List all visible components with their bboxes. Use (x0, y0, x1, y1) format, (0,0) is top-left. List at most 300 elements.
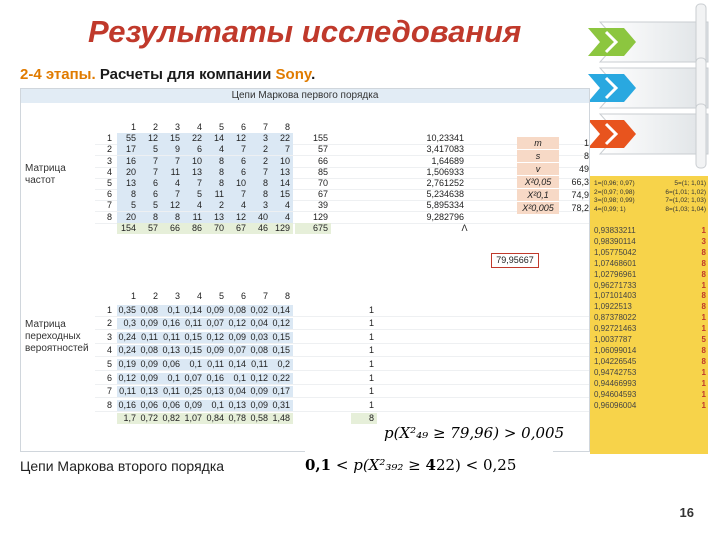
interval-state: 1 (701, 367, 706, 377)
table2-cell: 0,09 (139, 373, 161, 384)
table1-cell: 6 (227, 156, 249, 167)
table2-cell: 0,06 (161, 400, 183, 411)
table1-row-index: 2 (106, 144, 112, 155)
interval-value: 1,05775042 (594, 247, 637, 257)
table1-row-stat: 1,506933 (426, 166, 464, 177)
table2-cell: 0,11 (161, 332, 183, 343)
second-order-caption: Цепи Маркова второго порядка (20, 458, 225, 474)
table1-cell: 8 (161, 212, 183, 223)
table1-cell: 4 (205, 144, 227, 155)
table2-cell: 0,25 (183, 386, 205, 397)
table1-cell: 11 (183, 212, 205, 223)
table2-total: 0,84 (205, 413, 227, 424)
table1-cell: 14 (205, 133, 227, 144)
formula-first-order: p(X²₄₉ ≥ 79,96) > 0,005 (380, 418, 584, 448)
table2-cell: 0,1 (161, 373, 183, 384)
table1-col-header: 8 (284, 122, 290, 132)
table1-col-header: 6 (240, 122, 246, 132)
grid-line (95, 343, 589, 344)
table2-cell: 0,07 (227, 345, 249, 356)
table2-cell: 0,15 (271, 345, 293, 356)
table2-cell: 0,09 (249, 386, 271, 397)
interval-row (594, 368, 706, 379)
interval-row (594, 259, 706, 270)
legend-interval: 1=(0,96; 0,97) (594, 180, 635, 187)
interval-value: 0,87378022 (594, 313, 637, 323)
interval-value: 1,0037787 (594, 335, 632, 345)
table1-cell: 7 (249, 167, 271, 178)
table2-grand-total: 8 (351, 413, 377, 424)
grid-line (95, 411, 589, 412)
interval-value: 1,06099014 (594, 345, 637, 355)
table1-row-index: 5 (106, 178, 112, 188)
table1-cell: 5 (139, 144, 161, 155)
table1-total: 57 (139, 223, 161, 234)
table1-cell: 6 (139, 178, 161, 189)
spreadsheet-screenshot (20, 88, 590, 452)
table1-cell: 14 (271, 178, 293, 189)
table1-cell: 7 (161, 156, 183, 167)
table1-row-sum: 66 (317, 155, 328, 166)
interval-state: 1 (701, 226, 706, 235)
table1-cell: 12 (227, 133, 249, 144)
table2-cell: 0,04 (227, 386, 249, 397)
table1-cell: 2 (249, 156, 271, 167)
table1-col-header: 2 (152, 122, 158, 132)
table1-cell: 10 (183, 156, 205, 167)
table1-row-stat: 10,23341 (426, 133, 464, 144)
table1-title: Цепи Маркова первого порядка (21, 89, 589, 103)
table2-cell: 0,1 (205, 400, 227, 411)
table1-cell: 4 (227, 200, 249, 211)
grid-line (95, 384, 589, 385)
table1-total: 66 (161, 223, 183, 234)
table1-cell: 12 (227, 212, 249, 223)
table1-cell: 12 (139, 133, 161, 144)
table1-row-stat: 2,761252 (426, 178, 464, 188)
legend-interval: 5=(1; 1,01) (674, 180, 706, 187)
table2-total: 0,58 (249, 413, 271, 424)
deco-tab-blue (588, 58, 708, 110)
table2-row-index: 5 (106, 359, 112, 369)
interval-value: 0,96271733 (594, 280, 637, 290)
decorative-arrow-tabs (580, 0, 720, 175)
table1-cell: 13 (183, 167, 205, 178)
table2-cell: 0,08 (227, 305, 249, 316)
stat-name: m (517, 137, 559, 149)
stat-name: X²0,005 (517, 202, 559, 214)
grid-line (95, 370, 589, 371)
table2-cell: 0,12 (271, 318, 293, 329)
table1-row-stat: 9,282796 (426, 211, 464, 222)
table1-cell: 22 (183, 133, 205, 144)
table1-total: 86 (183, 223, 205, 234)
table2-cell: 0,09 (205, 345, 227, 356)
table1-cell: 4 (183, 200, 205, 211)
table1-cell: 6 (183, 144, 205, 155)
stat-value: 8 (583, 151, 589, 161)
table1-cell: 6 (139, 189, 161, 200)
interval-state: 8 (701, 345, 706, 355)
table1-row-index: 4 (106, 166, 112, 177)
interval-row (594, 390, 706, 401)
table1-cell: 8 (205, 156, 227, 167)
table1-cell: 13 (205, 212, 227, 223)
table2-col-header: 3 (174, 291, 180, 301)
table2-row-sum: 1 (368, 318, 374, 329)
table2-cell: 0,1 (183, 359, 205, 370)
interval-state: 3 (701, 236, 706, 246)
table1-cell: 13 (117, 178, 139, 189)
interval-row (594, 248, 706, 259)
table2-cell: 0,11 (183, 318, 205, 329)
stat-value: 1 (583, 138, 589, 148)
table2-cell: 0,13 (139, 386, 161, 397)
table2-cell: 0,16 (161, 318, 183, 329)
interval-value: 0,92721463 (594, 324, 637, 334)
table2-total: 0,82 (161, 413, 183, 424)
legend-row (594, 206, 706, 215)
lambda-label: Λ (461, 222, 468, 233)
table2-col-header: 4 (196, 291, 202, 301)
table1-cell: 13 (271, 167, 293, 178)
interval-state: 8 (701, 291, 706, 301)
table2-cell: 0,31 (271, 400, 293, 411)
legend-row (594, 189, 706, 198)
table2-cell: 0,06 (161, 359, 183, 370)
interval-row (594, 313, 706, 324)
stat-value: 74,9 (571, 190, 589, 200)
table2-cell: 0,11 (139, 332, 161, 343)
table2-row-label-line3: вероятностей (25, 343, 89, 354)
interval-value: 1,07468601 (594, 258, 637, 268)
table2-cell: 0,15 (271, 332, 293, 343)
table1-row-label-line2: частот (25, 175, 56, 186)
table2-cell: 0,09 (227, 332, 249, 343)
table1-row-label-line1: Матрица (25, 163, 66, 174)
table2-total: 1,48 (271, 413, 293, 424)
legend-interval: 6=(1,01; 1,02) (665, 188, 706, 196)
slide-subtitle (20, 66, 315, 83)
table1-cell: 7 (271, 144, 293, 155)
interval-value: 0,94604593 (594, 389, 637, 399)
stat-value: 78,2 (571, 203, 589, 213)
table1-col-header: 1 (130, 122, 136, 132)
interval-state: 1 (701, 313, 706, 323)
table1-cell: 5 (139, 200, 161, 211)
table2-cell: 0,13 (161, 345, 183, 356)
table2-cell: 0,1 (161, 305, 183, 316)
table2-row-index: 7 (106, 386, 112, 397)
table2-cell: 0,14 (271, 305, 293, 316)
interval-state: 1 (701, 389, 706, 399)
table2-cell: 0,02 (249, 305, 271, 316)
table2-row-index: 2 (106, 318, 112, 329)
subtitle-text: Расчеты для компании (95, 66, 276, 83)
table2-cell: 0,09 (205, 305, 227, 316)
table2-cell: 0,04 (249, 318, 271, 329)
formula2-right: 22) < 0,25 (435, 456, 517, 474)
table2-row-sum: 1 (368, 331, 374, 342)
table1-row-stat: 1,64689 (431, 155, 464, 166)
interval-value: 0,96096004 (594, 400, 637, 410)
table2-cell: 0,07 (205, 318, 227, 329)
table2-col-header: 5 (218, 291, 224, 301)
table1-row-sum: 129 (312, 211, 328, 222)
interval-row (594, 401, 706, 412)
table2-cell: 0,19 (117, 359, 139, 370)
subtitle-end: . (311, 66, 316, 83)
table2-cell: 0,12 (205, 332, 227, 343)
formula2-bold: 4 (425, 456, 436, 474)
table1-cell: 3 (249, 200, 271, 211)
table1-cell: 22 (271, 133, 293, 144)
table2-cell: 0,13 (227, 400, 249, 411)
interval-value: 0,98390114 (594, 236, 636, 246)
table2-cell: 0,11 (205, 359, 227, 370)
stat-value: 66,3 (571, 177, 589, 187)
table1-cell: 15 (161, 133, 183, 144)
legend-interval: 8=(1,03; 1,04) (665, 205, 706, 213)
table1-cell: 7 (139, 156, 161, 167)
table1-row-index: 1 (106, 133, 112, 144)
interval-row (594, 291, 706, 302)
table2-row-label-line2: переходных (25, 331, 81, 342)
table2-cell: 0,24 (117, 332, 139, 343)
table1-col-header: 7 (262, 122, 268, 132)
stat-name: X²0,05 (517, 176, 559, 188)
table1-row-sum: 57 (317, 144, 328, 155)
table1-col-header: 3 (174, 122, 180, 132)
interval-value: 1,07101403 (594, 291, 637, 301)
table1-row-sum: 39 (317, 200, 328, 211)
table2-row-sum: 1 (368, 372, 374, 383)
table1-cell: 9 (161, 144, 183, 155)
table2-cell: 0,11 (117, 386, 139, 397)
page-number: 16 (679, 505, 694, 520)
interval-values-list (594, 226, 706, 411)
table1-cell: 12 (161, 200, 183, 211)
table2-cell: 0,16 (117, 400, 139, 411)
subtitle-company: Sony (275, 66, 312, 83)
table1-row-index: 6 (106, 189, 112, 200)
table2-cell: 0,17 (271, 386, 293, 397)
interval-row (594, 270, 706, 281)
interval-state: 8 (701, 356, 706, 366)
interval-value: 1,04226545 (594, 356, 637, 366)
table1-cell: 17 (117, 144, 139, 155)
grid-line (95, 397, 589, 398)
table2-row-sum: 1 (368, 359, 374, 369)
stat-name: v (517, 163, 559, 175)
table2-col-header: 7 (262, 291, 268, 301)
table1-cell: 7 (227, 144, 249, 155)
table2-row-index: 6 (106, 372, 112, 383)
interval-row (594, 335, 706, 346)
table2-total: 1,07 (183, 413, 205, 424)
deco-tab-orange (588, 104, 708, 168)
interval-state: 8 (701, 269, 706, 279)
table1-cell: 11 (161, 167, 183, 178)
table1-cell: 16 (117, 156, 139, 167)
stat-name: s (517, 150, 559, 162)
table1-total: 67 (227, 223, 249, 234)
table1-cell: 6 (227, 167, 249, 178)
table2-col-header: 8 (284, 291, 290, 301)
table1-cell: 2 (249, 144, 271, 155)
table1-cell: 10 (227, 178, 249, 189)
interval-row (594, 237, 706, 248)
table2-row-sum: 1 (368, 345, 374, 356)
table2-cell: 0,14 (227, 359, 249, 370)
table2-cell: 0,12 (227, 318, 249, 329)
table1-cell: 8 (117, 189, 139, 200)
table1-cell: 8 (249, 178, 271, 189)
table2-row-index: 8 (106, 399, 112, 410)
table1-cell: 11 (205, 189, 227, 200)
legend-row (594, 180, 706, 189)
grid-line (95, 356, 589, 357)
table1-cell: 15 (271, 189, 293, 200)
interval-value: 0,94742753 (594, 367, 637, 377)
table2-row-index: 3 (106, 331, 112, 342)
table1-cell: 7 (139, 167, 161, 178)
table2-cell: 0,09 (183, 400, 205, 411)
table2-row-sum: 1 (368, 304, 374, 315)
table2-cell: 0,09 (249, 400, 271, 411)
formula2-left: 0,1 (305, 456, 332, 474)
interval-value: 1,0922513 (594, 302, 632, 312)
table1-cell: 55 (117, 133, 139, 144)
table2-total: 1,7 (117, 413, 139, 424)
table2-cell: 0,15 (183, 332, 205, 343)
table1-cell: 7 (183, 178, 205, 189)
table2-row-label-line1: Матрица (25, 319, 66, 330)
interval-value: 1,02796961 (594, 269, 637, 279)
interval-state: 1 (701, 400, 706, 410)
table2-total: 0,78 (227, 413, 249, 424)
legend-row (594, 197, 706, 206)
slide-title: Результаты исследования (88, 14, 522, 49)
table1-row-stat: 3,417083 (426, 144, 464, 155)
table2-row-index: 4 (106, 345, 112, 356)
table1-row-stat: 5,234638 (426, 189, 464, 200)
interval-row (594, 281, 706, 292)
table1-total: 70 (205, 223, 227, 234)
table1-cell: 8 (205, 178, 227, 189)
deco-tab-green (588, 4, 708, 66)
table1-cell: 7 (161, 189, 183, 200)
interval-state: 5 (701, 335, 706, 345)
lambda-value-box: 79,95667 (491, 253, 539, 268)
interval-row (594, 346, 706, 357)
table1-cell: 8 (139, 212, 161, 223)
interval-row (594, 379, 706, 390)
table1-cell: 4 (161, 178, 183, 189)
table2-cell: 0,09 (139, 318, 161, 329)
stat-name: X²0,1 (517, 189, 559, 201)
table1-total: 154 (117, 223, 139, 234)
table1-cell: 4 (271, 200, 293, 211)
interval-value: 0,93833211 (594, 226, 636, 235)
table1-row-index: 8 (106, 211, 112, 222)
table1-total: 46 (249, 223, 271, 234)
table1-col-header: 4 (196, 122, 202, 132)
table2-col-header: 2 (152, 291, 158, 301)
interval-row (594, 324, 706, 335)
table2-row-sum: 1 (368, 399, 374, 410)
formula2-mid: < p(X²₃₉₂ ≥ (331, 456, 426, 474)
table2-row-sum: 1 (368, 386, 374, 397)
table2-cell: 0,2 (271, 359, 293, 370)
table2-cell: 0,09 (139, 359, 161, 370)
grid-line (95, 316, 589, 317)
table2-cell: 0,11 (161, 386, 183, 397)
table2-cell: 0,22 (271, 373, 293, 384)
table2-cell: 0,3 (117, 318, 139, 329)
table2-col-header: 6 (240, 291, 246, 301)
table1-total: 129 (271, 223, 293, 234)
table2-cell: 0,11 (249, 359, 271, 370)
formula-second-order (305, 450, 553, 480)
subtitle-stage: 2-4 этапы. (20, 66, 96, 83)
table2-cell: 0,16 (205, 373, 227, 384)
interval-state: 8 (701, 302, 706, 312)
legend-interval: 2=(0,97; 0,98) (594, 188, 635, 196)
table1-cell: 4 (271, 212, 293, 223)
interval-state: 8 (701, 258, 706, 268)
interval-legend (594, 180, 706, 214)
table1-row-index: 7 (106, 200, 112, 211)
grid-line (95, 329, 589, 330)
stat-value: 49 (578, 164, 589, 174)
interval-state: 1 (701, 280, 706, 290)
table2-cell: 0,03 (249, 332, 271, 343)
legend-interval: 7=(1,02; 1,03) (665, 197, 706, 204)
table2-cell: 0,07 (183, 373, 205, 384)
table1-cell: 20 (117, 167, 139, 178)
table1-row-sum: 70 (317, 178, 328, 188)
table2-cell: 0,15 (183, 345, 205, 356)
table1-row-sum: 155 (312, 133, 328, 144)
table1-cell: 8 (249, 189, 271, 200)
table1-row-sum: 67 (317, 189, 328, 200)
table1-cell: 5 (117, 200, 139, 211)
table1-col-header: 5 (218, 122, 224, 132)
table1-cell: 40 (249, 212, 271, 223)
table2-cell: 0,35 (117, 305, 139, 316)
table1-cell: 3 (249, 133, 271, 144)
table1-cell: 10 (271, 156, 293, 167)
table2-cell: 0,12 (117, 373, 139, 384)
interval-state: 8 (701, 247, 706, 257)
interval-state: 1 (701, 324, 706, 334)
table2-row-index: 1 (106, 304, 112, 315)
table1-row-sum: 85 (317, 166, 328, 177)
interval-row (594, 226, 706, 237)
table1-cell: 5 (183, 189, 205, 200)
table2-total: 0,72 (139, 413, 161, 424)
table2-cell: 0,06 (139, 400, 161, 411)
legend-interval: 4=(0,99; 1) (594, 205, 626, 213)
interval-row (594, 302, 706, 313)
table2-cell: 0,1 (227, 373, 249, 384)
table1-cell: 2 (205, 200, 227, 211)
table1-row-index: 3 (106, 155, 112, 166)
table2-col-header: 1 (130, 291, 136, 301)
table1-cell: 7 (227, 189, 249, 200)
table2-cell: 0,12 (249, 373, 271, 384)
